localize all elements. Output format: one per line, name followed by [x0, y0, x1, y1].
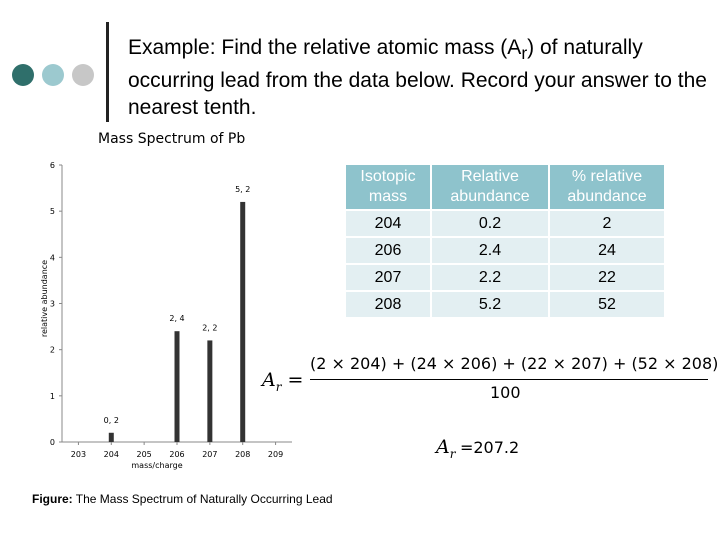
y-tick-label: 1	[49, 391, 55, 401]
y-tick-label: 4	[49, 253, 55, 263]
data-label-204: 0, 2	[103, 415, 119, 425]
y-axis-label: relative abundance	[40, 259, 49, 338]
header-percent-abundance: % relative abundance	[549, 164, 665, 210]
table-row: 208 5.2 52	[345, 291, 665, 318]
x-tick-label: 208	[235, 450, 251, 459]
dot-dark	[12, 64, 34, 86]
relative-mass-formula	[262, 352, 719, 404]
chart-title: Mass Spectrum of Pb	[98, 131, 246, 147]
y-tick-label: 5	[49, 207, 55, 217]
y-tick-label: 0	[49, 438, 55, 447]
x-axis-label: mass/charge	[131, 461, 183, 470]
x-tick-label: 207	[202, 450, 218, 459]
dot-gray	[72, 64, 94, 86]
title-part-2: ) of naturally occurring lead from the data below. Record your answer to the nearest tenth.	[128, 36, 707, 120]
x-tick-label: 204	[103, 450, 119, 459]
table-header-row	[345, 164, 665, 210]
ar-symbol: $A_r$ =	[262, 369, 304, 394]
x-tick-label: 205	[136, 450, 152, 459]
x-tick-label: 206	[169, 450, 185, 459]
dot-teal	[42, 64, 64, 86]
answer	[436, 436, 519, 461]
mass-spectrum-chart	[20, 155, 310, 480]
table-row: 204 0.2 2	[345, 210, 665, 237]
caption-label: Figure:	[32, 492, 73, 506]
title-subscript: r	[521, 43, 528, 64]
y-tick-label: 6	[49, 161, 55, 170]
y-tick-label: 2	[49, 345, 55, 355]
answer-value: =207.2	[459, 438, 520, 457]
table-row: 207 2.2 22	[345, 264, 665, 291]
isotope-table	[344, 163, 666, 319]
title-divider	[106, 22, 109, 122]
figure-caption	[32, 492, 333, 506]
x-tick-label: 209	[267, 450, 284, 459]
data-label-206: 2, 4	[169, 314, 185, 324]
formula-numerator: (2 × 204) + (24 × 206) + (22 × 207) + (52 × 208)	[310, 354, 719, 373]
bar-206	[175, 331, 180, 442]
fraction-line	[310, 379, 708, 380]
table-row: 206 2.4 24	[345, 237, 665, 264]
answer-ar-symbol: $A_r$	[436, 436, 456, 461]
bar-204	[109, 433, 114, 442]
header-relative-abundance: Relative abundance	[431, 164, 549, 210]
bar-207	[207, 340, 212, 442]
y-tick-label: 3	[49, 299, 55, 309]
header-isotopic-mass: Isotopic mass	[345, 164, 431, 210]
bar-208	[240, 202, 245, 442]
data-label-208: 5, 2	[235, 184, 251, 194]
data-label-207: 2, 2	[202, 323, 218, 333]
slide-title	[128, 34, 708, 121]
x-tick-label: 203	[70, 450, 87, 459]
formula-denominator: 100	[490, 383, 521, 402]
caption-text: The Mass Spectrum of Naturally Occurring Lead	[72, 492, 333, 506]
decorative-dots	[12, 64, 94, 86]
title-part-1: Example: Find the relative atomic mass (A	[128, 36, 522, 59]
